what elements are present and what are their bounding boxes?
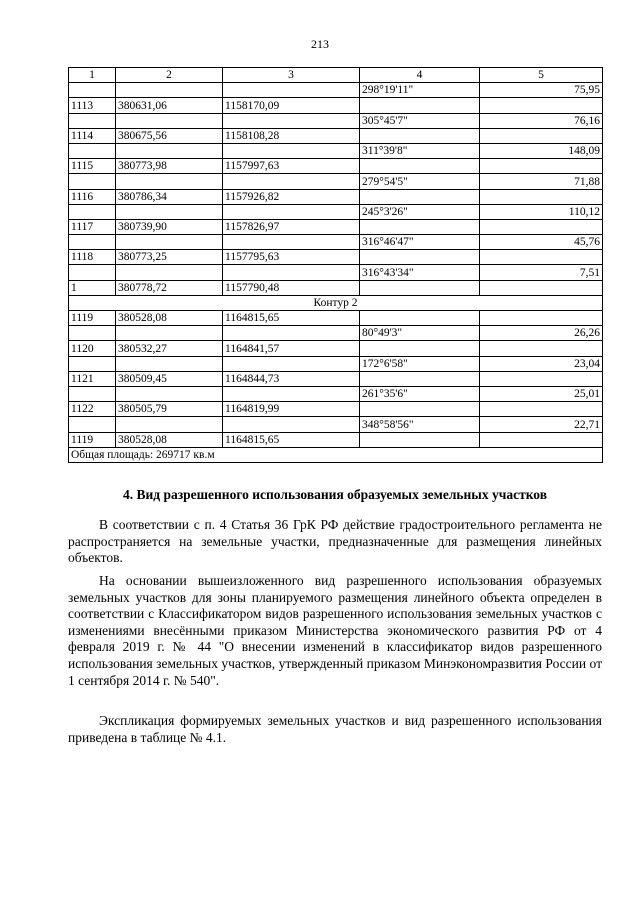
x-coordinate-cell: 380532,27 xyxy=(116,341,223,356)
point-row xyxy=(69,189,603,204)
x-coordinate-cell: 380528,08 xyxy=(116,432,223,447)
point-row xyxy=(69,371,603,386)
bearing-row xyxy=(69,386,603,401)
y-coordinate-cell: 1164815,65 xyxy=(223,432,360,447)
x-coordinate-cell: 380631,06 xyxy=(116,98,223,113)
y-coordinate-cell: 1157926,82 xyxy=(223,189,360,204)
angle-cell: 305°45'7" xyxy=(360,113,480,128)
bearing-row xyxy=(69,265,603,280)
point-row xyxy=(69,250,603,265)
angle-cell: 311°39'8" xyxy=(360,143,480,158)
point-number-cell: 1118 xyxy=(69,250,116,265)
x-coordinate-cell: 380675,56 xyxy=(116,128,223,143)
point-number-cell: 1 xyxy=(69,280,116,295)
bearing-row xyxy=(69,235,603,250)
point-row xyxy=(69,432,603,447)
angle-cell: 316°46'47" xyxy=(360,235,480,250)
page-number: 213 xyxy=(311,37,329,51)
coordinates-table xyxy=(68,67,603,463)
table-header-row xyxy=(69,68,603,83)
bearing-row xyxy=(69,113,603,128)
point-row xyxy=(69,402,603,417)
angle-cell: 279°54'5" xyxy=(360,174,480,189)
point-row xyxy=(69,159,603,174)
point-row xyxy=(69,219,603,234)
point-row xyxy=(69,280,603,295)
distance-cell: 23,04 xyxy=(480,356,603,371)
x-coordinate-cell: 380509,45 xyxy=(116,371,223,386)
y-coordinate-cell: 1157795,63 xyxy=(223,250,360,265)
angle-cell: 261°35'6" xyxy=(360,386,480,401)
y-coordinate-cell: 1157790,48 xyxy=(223,280,360,295)
bearing-row xyxy=(69,326,603,341)
y-coordinate-cell: 1157826,97 xyxy=(223,219,360,234)
bearing-row xyxy=(69,356,603,371)
y-coordinate-cell: 1157997,63 xyxy=(223,159,360,174)
total-area-row xyxy=(69,447,603,462)
bearing-row xyxy=(69,143,603,158)
point-number-cell: 1120 xyxy=(69,341,116,356)
angle-cell: 348°58'56" xyxy=(360,417,480,432)
contour-label: Контур 2 xyxy=(69,295,603,310)
point-number-cell: 1119 xyxy=(69,432,116,447)
header-cell: 3 xyxy=(223,68,360,83)
angle-cell: 298°19'11" xyxy=(360,83,480,98)
distance-cell: 110,12 xyxy=(480,204,603,219)
header-cell: 5 xyxy=(480,68,603,83)
point-number-cell: 1116 xyxy=(69,189,116,204)
point-number-cell: 1122 xyxy=(69,402,116,417)
header-cell: 4 xyxy=(360,68,480,83)
y-coordinate-cell: 1164815,65 xyxy=(223,311,360,326)
contour-label-row xyxy=(69,295,603,310)
distance-cell: 25,01 xyxy=(480,386,603,401)
point-number-cell: 1119 xyxy=(69,311,116,326)
section-heading: 4. Вид разрешенного использования образуемых земельных участков xyxy=(122,487,548,502)
point-number-cell: 1115 xyxy=(69,159,116,174)
point-row xyxy=(69,311,603,326)
x-coordinate-cell: 380773,98 xyxy=(116,159,223,174)
bearing-row xyxy=(69,204,603,219)
x-coordinate-cell: 380778,72 xyxy=(116,280,223,295)
point-number-cell: 1121 xyxy=(69,371,116,386)
total-area: Общая площадь: 269717 кв.м xyxy=(69,447,603,462)
y-coordinate-cell: 1158108,28 xyxy=(223,128,360,143)
x-coordinate-cell: 380505,79 xyxy=(116,402,223,417)
point-row xyxy=(69,341,603,356)
paragraph-3: Экспликация формируемых земельных участков и вид разрешенного использования приведена в таблице № 4.1. xyxy=(68,713,602,745)
angle-cell: 245°3'26" xyxy=(360,204,480,219)
header-cell: 2 xyxy=(116,68,223,83)
distance-cell: 26,26 xyxy=(480,326,603,341)
y-coordinate-cell: 1158170,09 xyxy=(223,98,360,113)
point-number-cell: 1114 xyxy=(69,128,116,143)
distance-cell: 45,76 xyxy=(480,235,603,250)
point-row xyxy=(69,98,603,113)
angle-cell: 316°43'34" xyxy=(360,265,480,280)
distance-cell: 22,71 xyxy=(480,417,603,432)
header-cell: 1 xyxy=(69,68,116,83)
distance-cell: 75,95 xyxy=(480,83,603,98)
distance-cell: 148,09 xyxy=(480,143,603,158)
point-number-cell: 1113 xyxy=(69,98,116,113)
paragraph-1: В соответствии с п. 4 Статья 36 ГрК РФ действие градостроительного регламента не распространяется на земельные участки, предназначенные для размещения линейных объектов. xyxy=(68,517,602,566)
angle-cell: 80°49'3" xyxy=(360,326,480,341)
distance-cell: 7,51 xyxy=(480,265,603,280)
bearing-row xyxy=(69,174,603,189)
x-coordinate-cell: 380528,08 xyxy=(116,311,223,326)
y-coordinate-cell: 1164841,57 xyxy=(223,341,360,356)
distance-cell: 76,16 xyxy=(480,113,603,128)
point-number-cell: 1117 xyxy=(69,219,116,234)
x-coordinate-cell: 380773,25 xyxy=(116,250,223,265)
bearing-row xyxy=(69,83,603,98)
angle-cell: 172°6'58" xyxy=(360,356,480,371)
paragraph-2: На основании вышеизложенного вид разрешенного использования образуемых земельных участков для зоны планируемого размещения линейного объекта определен в соответствии с Классификатором видов разрешенного использования земельных участков с изменениями внесёнными приказом Министерства экономического развития РФ от 4 февраля 2019 г. № 44 "О внесении изменений в классификатор видов разрешенного использования земельных участков, утвержденный приказом Минэкономразвития России от 1 сентября 2014 г. № 540". xyxy=(68,573,602,688)
y-coordinate-cell: 1164819,99 xyxy=(223,402,360,417)
y-coordinate-cell: 1164844,73 xyxy=(223,371,360,386)
point-row xyxy=(69,128,603,143)
x-coordinate-cell: 380786,34 xyxy=(116,189,223,204)
distance-cell: 71,88 xyxy=(480,174,603,189)
x-coordinate-cell: 380739,90 xyxy=(116,219,223,234)
bearing-row xyxy=(69,417,603,432)
